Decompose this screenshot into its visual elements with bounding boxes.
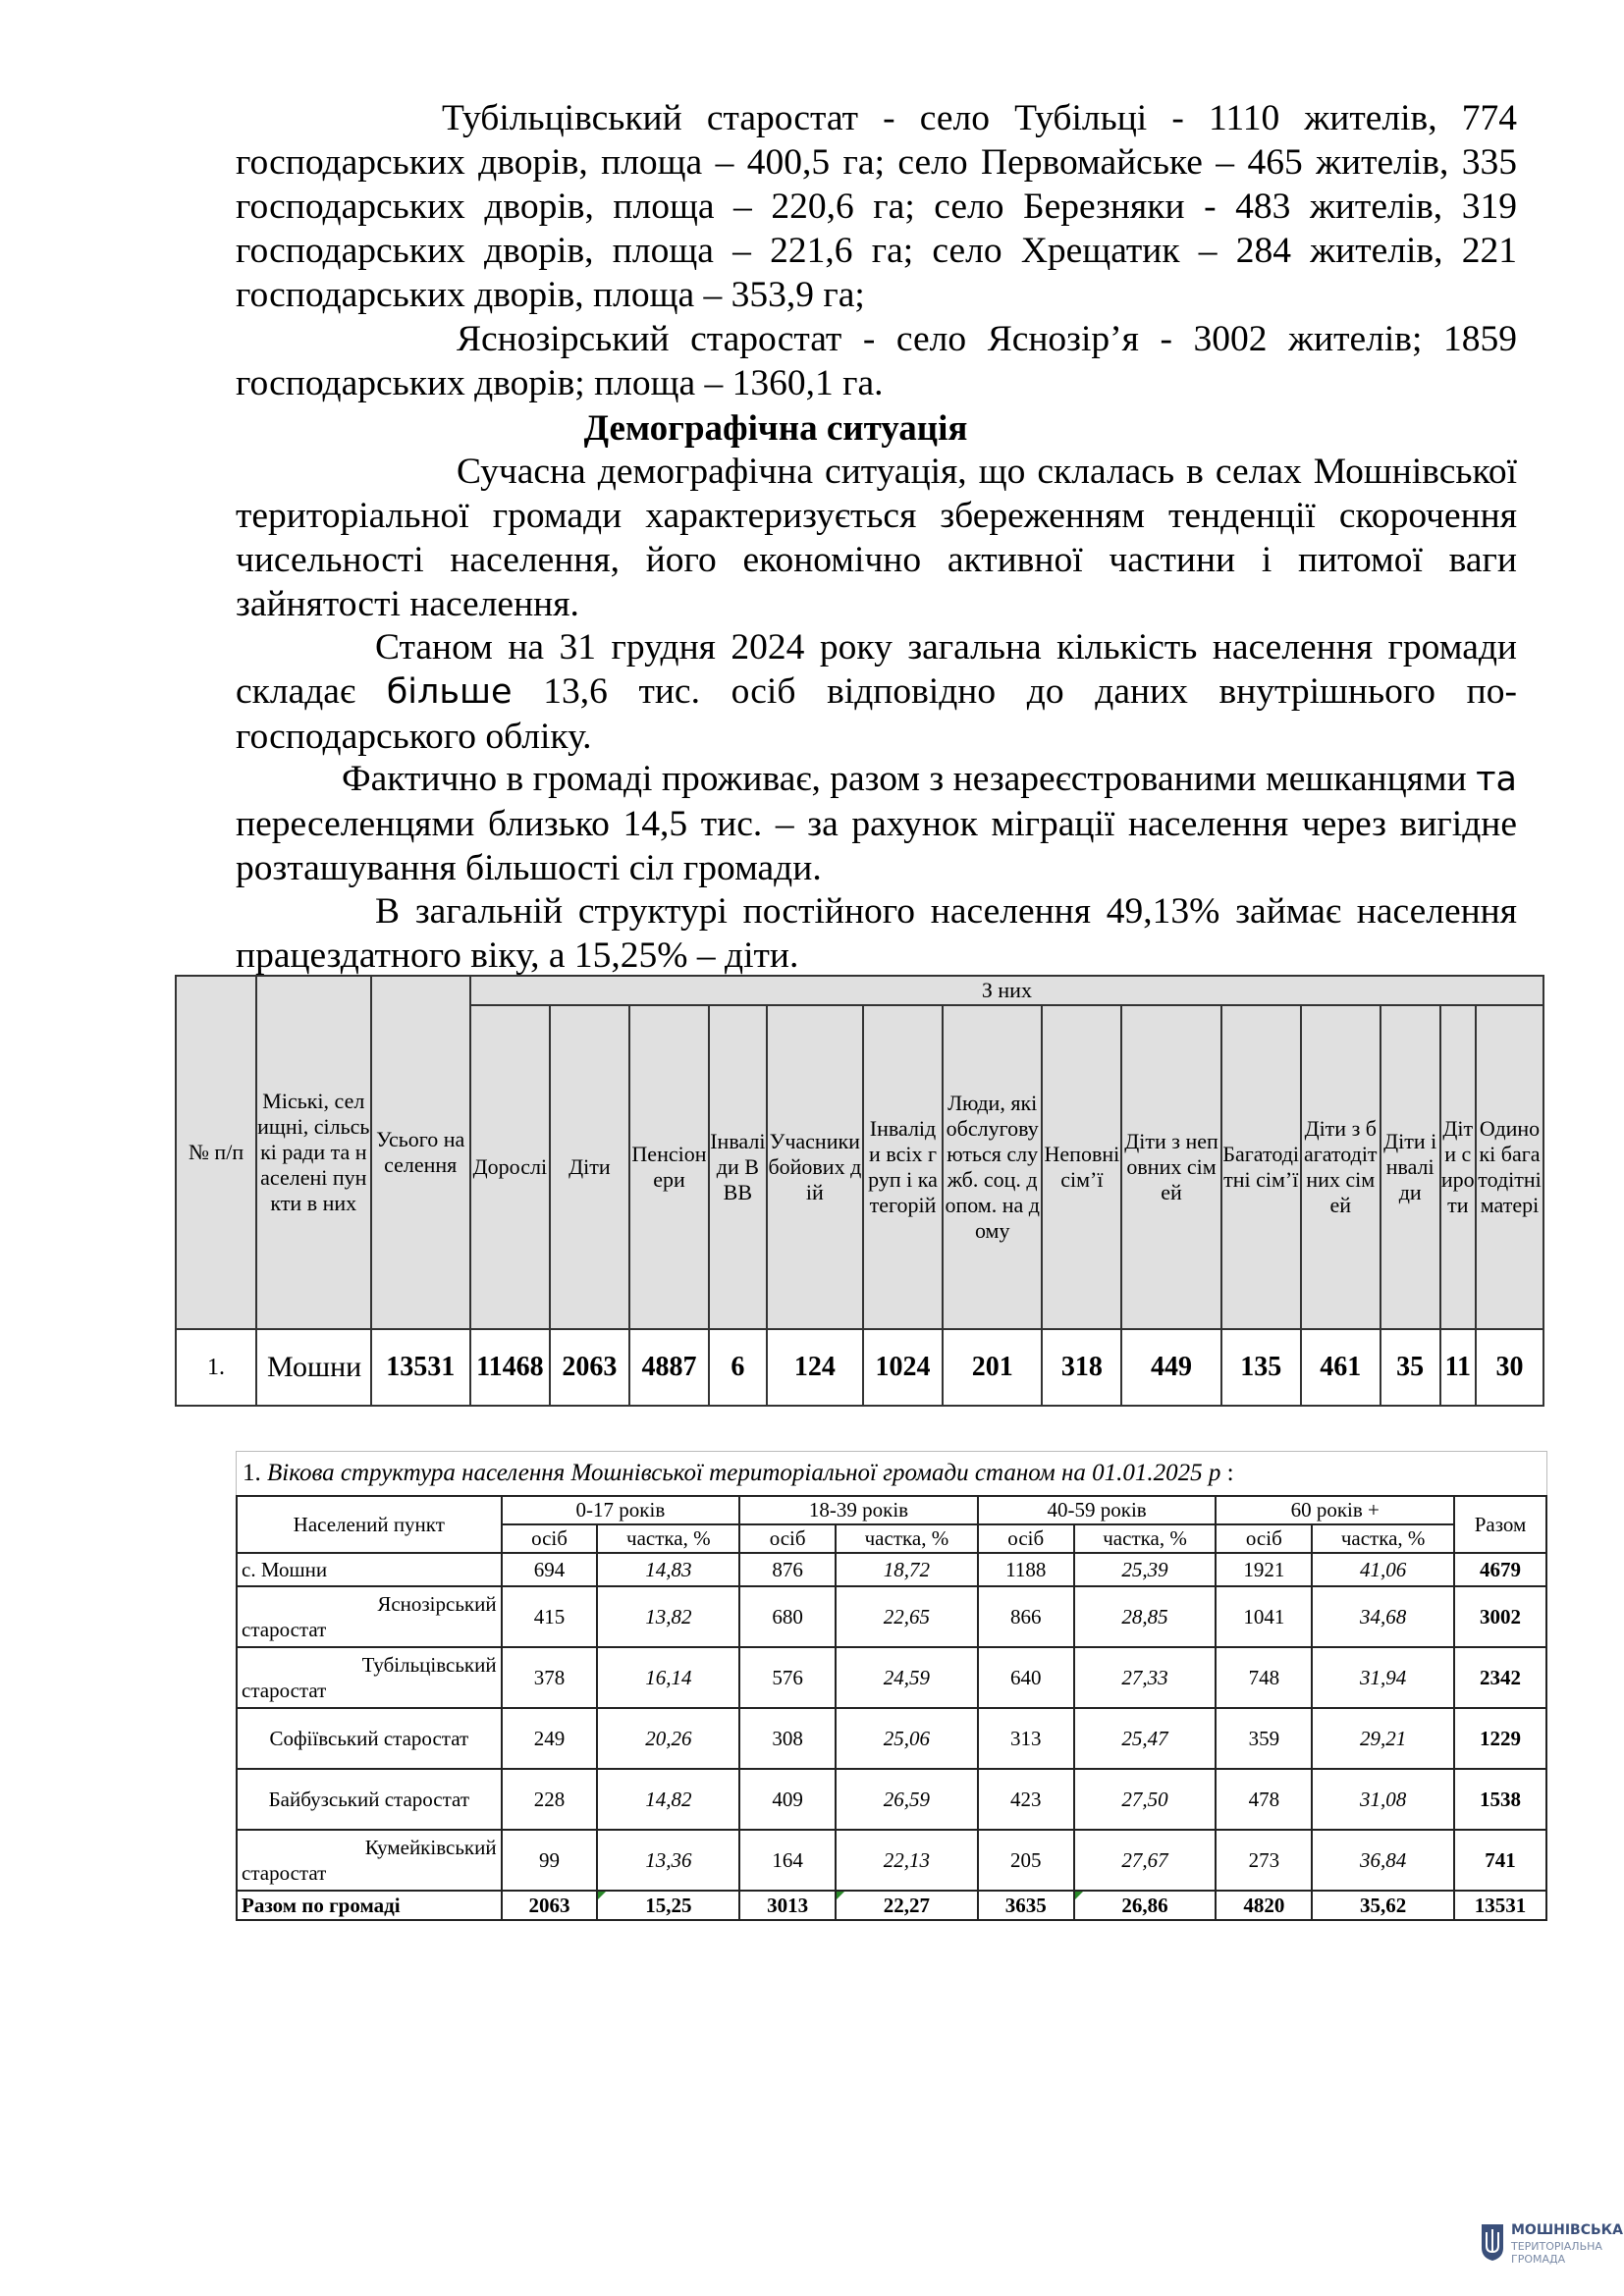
- sub-share: частка, %: [836, 1524, 978, 1553]
- row-total-cell: 2342: [1454, 1647, 1546, 1708]
- persons-cell: 640: [978, 1647, 1074, 1708]
- persons-cell: 205: [978, 1830, 1074, 1891]
- social-structure-table: [175, 975, 1544, 1407]
- row-pensioners: 4887: [629, 1329, 709, 1406]
- settlement-name-line1: Яснозірський: [377, 1592, 497, 1616]
- row-social-care: 201: [943, 1329, 1042, 1406]
- share-cell: 22,65: [836, 1586, 978, 1647]
- header-pensioners: Пенсіонери: [629, 1005, 709, 1329]
- persons-cell: 99: [502, 1830, 598, 1891]
- share-cell: 18,72: [836, 1553, 978, 1586]
- share-cell: 34,68: [1312, 1586, 1454, 1647]
- persons-cell: 576: [739, 1647, 836, 1708]
- settlement-name-line2: старостат: [242, 1679, 327, 1702]
- row-orphans: 11: [1440, 1329, 1476, 1406]
- community-logo: [1480, 2220, 1623, 2268]
- row-kids-incomplete: 449: [1121, 1329, 1220, 1406]
- settlement-name: [237, 1586, 502, 1647]
- logo-line-1: МОШНІВСЬКА: [1511, 2222, 1623, 2238]
- share-cell: 13,36: [597, 1830, 739, 1891]
- share-cell: 27,33: [1074, 1647, 1217, 1708]
- share-cell: 14,83: [597, 1553, 739, 1586]
- age-structure-block: [236, 1451, 1547, 1921]
- sub-persons: осіб: [502, 1524, 598, 1553]
- row-incomplete-families: 318: [1042, 1329, 1121, 1406]
- settlement-name-line2: старостат: [242, 1618, 327, 1641]
- total-persons-cell: 2063: [502, 1891, 598, 1920]
- header-disabled-ww: Інваліди ВВВ: [709, 1005, 767, 1329]
- group-18-39: 18-39 років: [739, 1496, 978, 1524]
- row-disabled-all: 1024: [863, 1329, 943, 1406]
- header-social-care: Люди, які обслуговуються служб. соц. допом. на дому: [943, 1005, 1042, 1329]
- share-cell: 29,21: [1312, 1708, 1454, 1769]
- table-row: [237, 1586, 1546, 1647]
- settlement-name: Байбузський старостат: [237, 1769, 502, 1830]
- table-row: [237, 1830, 1546, 1891]
- trident-shield-icon: [1480, 2222, 1505, 2262]
- persons-cell: 249: [502, 1708, 598, 1769]
- header-units: Міські, селищні, сільські ради та населені пункти в них: [256, 976, 371, 1329]
- caption-number: 1.: [243, 1460, 261, 1486]
- share-cell: 27,67: [1074, 1830, 1217, 1891]
- share-cell: 24,59: [836, 1647, 978, 1708]
- header-orphans: Діти сироти: [1440, 1005, 1476, 1329]
- header-children: Діти: [550, 1005, 629, 1329]
- p4-text-c: 13,6 тис. осіб відповідно до даних внутрішнього по-господарського обліку.: [236, 671, 1517, 757]
- age-table-body: [237, 1553, 1546, 1920]
- row-children: 2063: [550, 1329, 629, 1406]
- row-total-cell: 741: [1454, 1830, 1546, 1891]
- row-total-cell: 1229: [1454, 1708, 1546, 1769]
- settlement-name: Софіївський старостат: [237, 1708, 502, 1769]
- persons-cell: 680: [739, 1586, 836, 1647]
- header-large-families: Багатодітні сім’ї: [1221, 1005, 1301, 1329]
- col-total: Разом: [1454, 1496, 1546, 1553]
- total-row: [237, 1891, 1546, 1920]
- p5-text-c: переселенцями близько 14,5 тис. – за рахунок міграції населення через вигідне розташування більшості сіл громади.: [236, 804, 1517, 888]
- table-row: [237, 1708, 1546, 1769]
- share-cell: 25,47: [1074, 1708, 1217, 1769]
- caption-text: Вікова структура населення Мошнівської територіальної громади станом на 01.01.2025 р: [267, 1460, 1221, 1486]
- persons-cell: 378: [502, 1647, 598, 1708]
- header-num: № п/п: [176, 976, 256, 1329]
- persons-cell: 313: [978, 1708, 1074, 1769]
- total-share-cell: 26,86: [1074, 1891, 1217, 1920]
- persons-cell: 415: [502, 1586, 598, 1647]
- header-kids-incomplete: Діти з неповних сімей: [1121, 1005, 1220, 1329]
- paragraph-demographic: Сучасна демографічна ситуація, що склалась в селах Мошнівської територіальної громади характеризується збереженням тенденції скорочення чисельності населення, його економічно активної частини і питомої ваги зайнятості населення.: [236, 452, 1517, 624]
- row-kids-disabled: 35: [1380, 1329, 1440, 1406]
- total-persons-cell: 3013: [739, 1891, 836, 1920]
- settlement-name-line2: старостат: [242, 1861, 327, 1885]
- row-total-cell: 4679: [1454, 1553, 1546, 1586]
- total-persons-cell: 3635: [978, 1891, 1074, 1920]
- persons-cell: 1188: [978, 1553, 1074, 1586]
- share-cell: 26,59: [836, 1769, 978, 1830]
- header-incomplete-families: Неповні сім’ї: [1042, 1005, 1121, 1329]
- total-persons-cell: 4820: [1216, 1891, 1312, 1920]
- group-0-17: 0-17 років: [502, 1496, 740, 1524]
- persons-cell: 866: [978, 1586, 1074, 1647]
- header-kids-disabled: Діти інваліди: [1380, 1005, 1440, 1329]
- logo-line-2: ТЕРИТОРІАЛЬНА: [1511, 2240, 1602, 2253]
- persons-cell: 423: [978, 1769, 1074, 1830]
- row-name: Мошни: [256, 1329, 371, 1406]
- share-cell: 27,50: [1074, 1769, 1217, 1830]
- section-heading: Демографічна ситуація: [583, 408, 968, 449]
- row-num: 1.: [176, 1329, 256, 1406]
- age-structure-table: [236, 1495, 1547, 1921]
- header-adults: Дорослі: [470, 1005, 550, 1329]
- table-row: [237, 1769, 1546, 1830]
- paragraph-structure: В загальній структурі постійного населення 49,13% займає населення працездатного віку, а 15,25% – діти.: [236, 891, 1517, 976]
- share-cell: 13,82: [597, 1586, 739, 1647]
- share-cell: 25,39: [1074, 1553, 1217, 1586]
- total-row-label: Разом по громаді: [237, 1891, 502, 1920]
- share-cell: 31,08: [1312, 1769, 1454, 1830]
- row-disabled-ww: 6: [709, 1329, 767, 1406]
- settlement-name-line1: Тубільцівський: [361, 1653, 497, 1677]
- total-share-cell: 35,62: [1312, 1891, 1454, 1920]
- header-combatants: Учасники бойових дій: [767, 1005, 863, 1329]
- sub-persons: осіб: [978, 1524, 1074, 1553]
- persons-cell: 273: [1216, 1830, 1312, 1891]
- share-cell: 41,06: [1312, 1553, 1454, 1586]
- p4-text-a: Станом на 31 грудня 2024 року загальна кількість населення громади складає: [236, 627, 1517, 712]
- persons-cell: 228: [502, 1769, 598, 1830]
- total-share-cell: 15,25: [597, 1891, 739, 1920]
- sub-share: частка, %: [1312, 1524, 1454, 1553]
- paragraph-population-total: [236, 625, 1517, 759]
- persons-cell: 748: [1216, 1647, 1312, 1708]
- share-cell: 22,13: [836, 1830, 978, 1891]
- persons-cell: 1041: [1216, 1586, 1312, 1647]
- header-single-mothers: Одинокі багатодітні матері: [1476, 1005, 1543, 1329]
- share-cell: 20,26: [597, 1708, 739, 1769]
- row-combatants: 124: [767, 1329, 863, 1406]
- share-cell: 14,82: [597, 1769, 739, 1830]
- settlement-name: с. Мошни: [237, 1553, 502, 1586]
- paragraph-yasnozir: Яснозірський старостат - село Яснозір’я - 3002 жителів; 1859 господарських дворів; площа – 1360,1 га.: [236, 319, 1517, 403]
- persons-cell: 359: [1216, 1708, 1312, 1769]
- sub-share: частка, %: [1074, 1524, 1217, 1553]
- header-disabled-all: Інваліди всіх груп і категорій: [863, 1005, 943, 1329]
- age-table-caption: [236, 1451, 1547, 1495]
- persons-cell: 1921: [1216, 1553, 1312, 1586]
- p4-text-b: більше: [386, 672, 513, 712]
- p5-text-b: та: [1476, 760, 1517, 799]
- paragraph-tubiltsi: Тубільцівський старостат - село Тубільці - 1110 жителів, 774 господарських дворів, площа – 400,5 га; село Первомайське – 465 жителів, 335 господарських дворів, площа – 220,6 га; село Березняки - 483 жителів, 319 господарських дворів, площа – 221,6 га; село Хрещатик – 284 жителів, 221 господарських дворів, площа – 353,9 га;: [236, 98, 1517, 315]
- row-large-families: 135: [1221, 1329, 1301, 1406]
- p5-text-a: Фактично в громаді проживає, разом з незареєстрованими мешканцями: [342, 759, 1477, 799]
- total-share-cell: 22,27: [836, 1891, 978, 1920]
- settlement-name: [237, 1647, 502, 1708]
- col-settlement: Населений пункт: [237, 1496, 502, 1553]
- header-kids-large: Діти з багатодітних сімей: [1301, 1005, 1380, 1329]
- share-cell: 25,06: [836, 1708, 978, 1769]
- share-cell: 28,85: [1074, 1586, 1217, 1647]
- share-cell: 31,94: [1312, 1647, 1454, 1708]
- header-of-them: З них: [470, 976, 1543, 1005]
- persons-cell: 164: [739, 1830, 836, 1891]
- persons-cell: 308: [739, 1708, 836, 1769]
- row-adults: 11468: [470, 1329, 550, 1406]
- row-single-mothers: 30: [1476, 1329, 1543, 1406]
- share-cell: 16,14: [597, 1647, 739, 1708]
- settlement-name: [237, 1830, 502, 1891]
- share-cell: 36,84: [1312, 1830, 1454, 1891]
- row-total: 13531: [371, 1329, 470, 1406]
- sub-share: частка, %: [597, 1524, 739, 1553]
- table-row: [237, 1647, 1546, 1708]
- logo-line-3: ГРОМАДА: [1511, 2253, 1566, 2266]
- row-total-cell: 1538: [1454, 1769, 1546, 1830]
- grand-total-cell: 13531: [1454, 1891, 1546, 1920]
- header-total: Усього населення: [371, 976, 470, 1329]
- group-60-plus: 60 років +: [1216, 1496, 1454, 1524]
- persons-cell: 478: [1216, 1769, 1312, 1830]
- row-kids-large: 461: [1301, 1329, 1380, 1406]
- table-row: [237, 1553, 1546, 1586]
- persons-cell: 409: [739, 1769, 836, 1830]
- caption-tail: :: [1220, 1460, 1234, 1486]
- sub-persons: осіб: [1216, 1524, 1312, 1553]
- group-40-59: 40-59 років: [978, 1496, 1217, 1524]
- settlement-name-line1: Кумейківський: [364, 1836, 497, 1859]
- paragraph-actual-residents: [236, 757, 1517, 890]
- persons-cell: 694: [502, 1553, 598, 1586]
- row-total-cell: 3002: [1454, 1586, 1546, 1647]
- sub-persons: осіб: [739, 1524, 836, 1553]
- persons-cell: 876: [739, 1553, 836, 1586]
